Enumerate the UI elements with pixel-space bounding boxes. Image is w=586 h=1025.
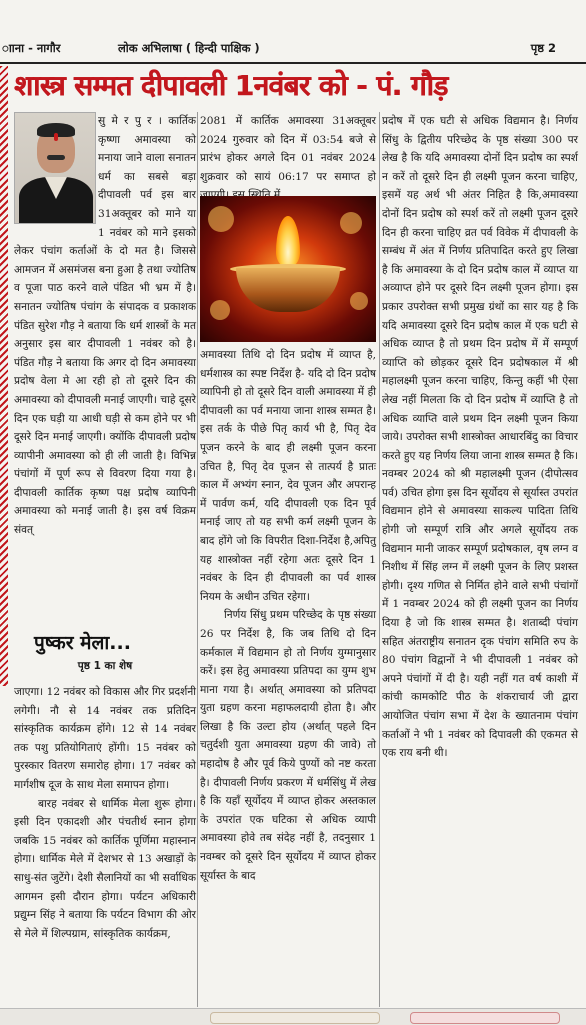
article-column-1 — [14, 112, 196, 540]
bottom-ad-strip — [0, 1008, 586, 1025]
sub-headline: पुष्कर मेला... — [34, 632, 131, 654]
header-page-number: पृष्ठ 2 — [530, 41, 556, 55]
article-col3-p1: प्रदोष में एक घटी से अधिक विद्यमान है। निर्णय सिंधु के द्वितीय परिच्छेद के पृष्ठ संख्या 300 पर लेख है कि यदि अमावस्या दोनों दिन प्रदोष का स्पर्श न करें तो दूसरे दिन ही लक्ष्मी पूजन करना चाहिए, इसमें यह अर्थ भी अंतर निहित है कि,अमावस्या दोनों दिन प्रदोष को स्पर्श करें तो लक्ष्मी पूजन दूसरे दिन ही करना चाहिए व्रत पर्व विवेक में दीपावली के सम्बंध में अंत में निर्णय प्रतिपादित करते हुए लिखा है कि अमावस्या के दो दिन प्रदोष काल में व्याप्त या अव्याप्त होने पर दूसरे दिन लक्ष्मी पूजन होगा। इस प्रकार उपरोक्त सभी प्रमुख ग्रंथों का सार यह है कि यदि अमावस्या दूसरे दिन प्रदोष काल में एक घटी से अधिक व्याप्त है तो प्रथम दिन प्रदोष में में सम्पूर्ण व्याप्ति को छोड़कर दूसरे दिन प्रदोषकाल में श्री महालक्ष्मी पूजन करना चाहिए, किन्तु कहीं भी ऐसा लेख नहीं मिलता कि दो दिन प्रदोष में व्याप्ति है तो अधिक व्याप्ति वाले प्रथम दिन लक्ष्मी पूजन किया जाये। उपरोक्त सभी शास्त्रोक्त आधारबिंदु का विचार करते हुए यह निर्णय लिया जाना शास्त्र सम्मत है कि। नवम्बर 2024 को श्री महालक्ष्मी पूजन (दीपोत्सव पर्व) उचित होगा इस दिन सूर्योदय से सूर्यास्त उपरांत विद्यमान होने से अमावस्या साकल्य पादिता तिथि होगी जो सम्पूर्ण रात्रि और अगले सूर्योदय तक विद्यमान मानी जाकर सम्पूर्ण प्रदोषकाल, वृष लग्न व निशीथ में सिंह लग्न में लक्ष्मी पूजन के लिए प्रशस्त होगी। दृश्य गणित से निर्मित होने वाले सभी पंचांगों में 1 नवम्बर 2024 को ही लक्ष्मी पूजन का निर्णय दिया है जो कि शास्त्र सम्मत है। शताब्दी पंचांग सहित अंतराष्ट्रीय सनातन दृक पंचांग समिति रुप के 80 पंचांग विद्वानों ने भी दीपावली 1 नवंबर को अपने पंचांगों में दी है। यही नहीं गत वर्ष काशी में कांची कामकोटि पीठ के शंकराचार्य जी द्वारा आयोजित पंचांग सभा में देश के ख्यातनाम पंचांग कर्ताओं ने भी 1 नवंबर को दिपावली की एकमत से एक राय बनी थी। — [382, 115, 578, 760]
page-header — [0, 34, 586, 62]
header-rule — [0, 62, 586, 64]
ad-box-2 — [410, 1012, 560, 1024]
column-divider-1 — [197, 112, 198, 1007]
headline: शास्त्र सम्मत दीपावली 1नवंबर को - पं. गौड़ — [14, 69, 448, 102]
diwali-diya-lamp-image — [200, 196, 376, 342]
article-col2-p1: 2081 में कार्तिक अमावस्या 31अक्तूबर 2024 गुरुवार को दिन में 03:54 बजे से प्रारंभ होकर अगले दिन 01 नवंबर 2024 शुक्रवार को सायं 06:17 पर समाप्त हो — [200, 115, 376, 183]
header-publication: लोक अभिलाषा ( हिन्दी पाक्षिक ) — [118, 41, 260, 55]
pushkar-p2: बारह नवंबर से धार्मिक मेला शुरू होगा। इसी दिन एकादशी और पंचतीर्थ स्नान होगा जबकि 15 नवंबर को कार्तिक पूर्णिमा महास्नान होगा। धार्मिक मेले में देशभर से 13 अखाड़ों के साधु-संत जुटेंगे। देशी सैलानियों का भी सर्वाधिक आगमन इसी दौरान होगा। पर्यटन अधिकारी प्रद्युम्न सिंह ने बताया कि पर्यटन विभाग की ओर से मेले में शिल्पग्राम, सांस्कृतिक कार्यक्रम, — [14, 797, 196, 940]
article-col1-text — [14, 112, 196, 540]
article-column-2-top — [200, 112, 376, 205]
pushkar-fair-column — [14, 683, 196, 943]
column-divider-2 — [379, 112, 380, 1007]
article-col1-p1: सु मे र पु र । कार्तिक कृष्णा अमावस्या को मनाया जाने वाला सनातन धर्म का सबसे बड़ा दीपावली पर्व इस बार 31अक्तूबर को माने या 1 नवंबर को माने इसको लेकर पंचांग कर्ताओं के दो मत है। जिससे आमजन में असमंजस बना हुआ है तथा ज्योतिष व पूजा पाठ करने वाले पंडित भी भ्रम में है। सनातन ज्योतिष पंचांग के संपादक व प्रकाशक पंडित सुरेश गौड़ ने बताया कि धर्म शास्त्रों के मत अनुसार इस बार दीपावली 1 नवंबर को है। पंडित गौड़ ने बताया कि अगर दो दिन अमावस्या प्रदोष वेला मे आ रही हो तो दूसरे दिन की अमावस्या को दीपावली मनाई जाएगी। चाहे दूसरे दिन एक घड़ी या आधी घड़ी से कम होने पर भी दूसरे दिन मनाई जाएगी। क्योंकि दीपावली प्रदोष व्यापीनी अमावस्या को ही ली जाती है। विभिन्न पंचांगों में पूर्ण रूप से विवरण दिया गया है। दीपावली कार्तिक कृष्ण पक्ष प्रदोष व्यापिनी अमावस्या को मनाई जाती है। इस वर्ष विक्रम संवत् — [14, 115, 196, 537]
decorative-border — [0, 66, 8, 686]
pushkar-p1: जाएगा। 12 नवंबर को विकास और गिर प्रदर्शनी लगेगी। नौ से 14 नवंबर तक प्रतिदिन सांस्कृतिक कार्यक्रम होंगे। 12 से 14 नवंबर तक पशु प्रतियोगिताएं होंगी। 15 नवंबर को पुरस्कार वितरण समारोह होगा। 17 नवंबर को मार्गशीष दूज के साथ मेला समापन होगा। — [14, 686, 196, 791]
article-col2-p3: निर्णय सिंधु प्रथम परिच्छेद के पृष्ठ संख्या 26 पर निर्देश है, कि जब तिथि दो दिन कर्मकाल में विद्यमान हो तो निर्णय युग्मानुसार करें। इस हेतु अमावस्या प्रतिपदा का युग्म शुभ माना गया है। अर्थात् अमावस्या को प्रतिपदा युता ग्रहण करना महाफलदायी होता है। और लिखा है कि उल्टा होय (अर्थात् पहले दिन चतुर्दशी युता अमावस्या ग्रहण की जावे) तो महादोष है और पूर्व किये पुण्यों को नष्ट करता है। दीपावली निर्णय प्रकरण में धर्मसिंधु में लेख है कि यहाँ सूर्योदय में व्याप्त होकर अस्तकाल के उपरांत एक घटिका से अधिक व्यापी अमावस्या होवे तब संदेह नहीं है, तदनुसार 1 नवम्बर को दूसरे दिन सूर्योदय में व्याप्त होकर सूर्यास्त के बाद — [200, 609, 376, 882]
photo-float-spacer — [14, 112, 98, 224]
article-column-2-bottom — [200, 346, 376, 885]
continued-note: पृष्ठ 1 का शेष — [77, 660, 133, 672]
article-column-3 — [382, 112, 578, 763]
article-col2-p2: अमावस्या तिथि दो दिन प्रदोष में व्याप्त है, धर्मशास्त्र का स्पष्ट निर्देश है- यदि दो दिन प्रदोष व्यापिनी हो तो दूसरे दिन वाली अमावस्या में ही दीपावली का पर्व मनाया जाना शास्त्र सम्मत है। इस तर्क के पीछे पितृ कार्य भी है, पितृ देव पूजन करने के बाद ही लक्ष्मी पूजन करना उचित है, पितृ देव पूजन से तात्पर्य है प्रातः काल में अभ्यंग स्नान, देव पूजन और अपरान्ह में पार्वण कर्म, यदि दीपावली एक दिन पूर्व मनाई जाए तो यह सभी कर्म लक्ष्मी पूजन के बाद होंगे जो कि विपरीत दिशा-निर्देश है,अपितु यह शास्त्रोक्त नहीं रहेगा अतः दूसरे दिन 1 नवंबर के दिन ही दीपावली का पर्व शास्त्र नियम के अधीन उचित रहेगा। — [200, 349, 376, 603]
ad-box-1 — [210, 1012, 380, 1024]
header-location: ााना - नागौर — [2, 41, 61, 55]
